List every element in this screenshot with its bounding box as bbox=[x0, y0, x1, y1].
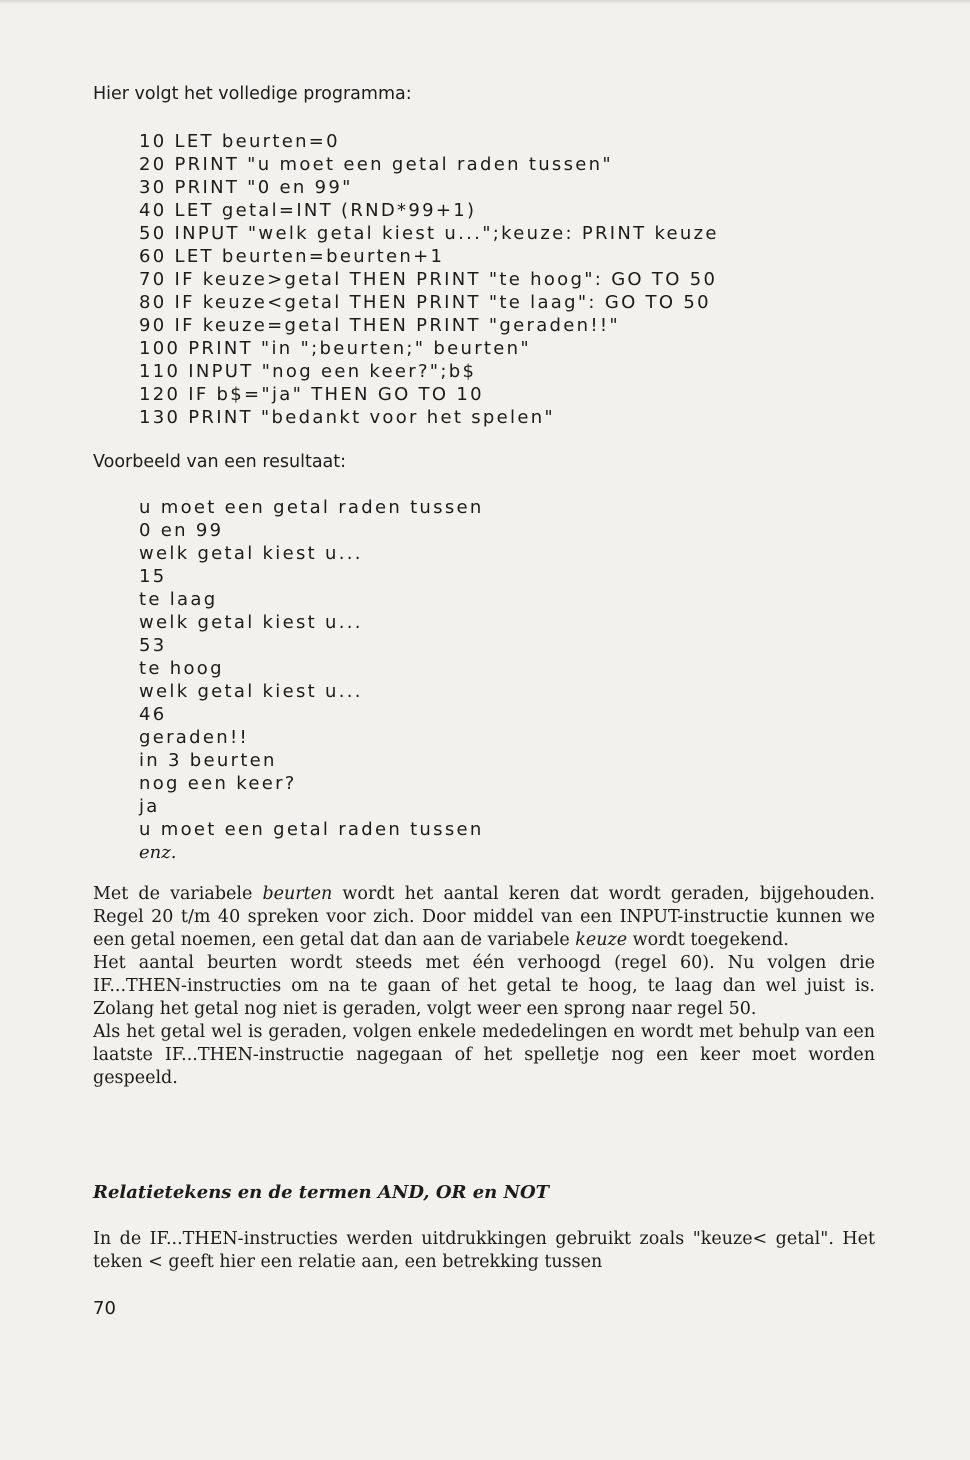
body-paragraphs bbox=[93, 883, 875, 1090]
output-line: 0 en 99 bbox=[139, 520, 224, 541]
variable-name-keuze: keuze bbox=[575, 930, 628, 950]
output-etc: enz. bbox=[139, 842, 177, 863]
code-line: 130 PRINT "bedankt voor het spelen" bbox=[139, 407, 555, 428]
output-line: welk getal kiest u... bbox=[139, 612, 363, 633]
code-line: 50 INPUT "welk getal kiest u...";keuze: PRINT keuze bbox=[139, 223, 719, 244]
code-line: 60 LET beurten=beurten+1 bbox=[139, 246, 445, 267]
paragraph-1-text: wordt toegekend. bbox=[627, 930, 789, 950]
output-line: nog een keer? bbox=[139, 773, 297, 794]
paragraph-3: Als het getal wel is geraden, volgen enkele mededelingen en wordt met behulp van een laatste IF...THEN-instructie nagegaan of het spelletje nog een keer moet worden gespeeld. bbox=[93, 1022, 875, 1088]
output-line: geraden!! bbox=[139, 727, 249, 748]
code-line: 40 LET getal=INT (RND*99+1) bbox=[139, 200, 477, 221]
code-line: 10 LET beurten=0 bbox=[139, 131, 340, 152]
output-line: 53 bbox=[139, 635, 167, 656]
program-listing bbox=[139, 130, 719, 429]
code-line: 80 IF keuze<getal THEN PRINT "te laag": GO TO 50 bbox=[139, 292, 711, 313]
output-line: ja bbox=[139, 796, 160, 817]
paragraph-1-text: wordt het aantal keren dat wordt geraden, bijgehouden. Regel 20 t/m 40 spreken voor zich. Door middel van een INPUT-instructie kunnen we een getal noemen, een getal dat dan aan de variabele bbox=[93, 884, 875, 950]
paragraph-1 bbox=[93, 883, 875, 952]
code-line: 90 IF keuze=getal THEN PRINT "geraden!!" bbox=[139, 315, 620, 336]
code-line: 30 PRINT "0 en 99" bbox=[139, 177, 353, 198]
paragraph-2: Het aantal beurten wordt steeds met één verhoogd (regel 60). Nu volgen drie IF...THEN-instructies om na te gaan of het getal te hoog, te laag dan wel juist is. Zolang het getal nog niet is geraden, volgt weer een sprong naar regel 50. bbox=[93, 953, 875, 1019]
output-line: welk getal kiest u... bbox=[139, 681, 363, 702]
paragraph-1-text: Met de variabele bbox=[93, 884, 263, 904]
code-line: 110 INPUT "nog een keer?";b$ bbox=[139, 361, 477, 382]
code-line: 100 PRINT "in ";beurten;" beurten" bbox=[139, 338, 531, 359]
intro-text: Hier volgt het volledige programma: bbox=[93, 84, 412, 104]
output-line: 15 bbox=[139, 566, 167, 587]
code-line: 70 IF keuze>getal THEN PRINT "te hoog": GO TO 50 bbox=[139, 269, 718, 290]
example-output bbox=[139, 496, 484, 864]
output-line: in 3 beurten bbox=[139, 750, 277, 771]
code-line: 120 IF b$="ja" THEN GO TO 10 bbox=[139, 384, 484, 405]
paragraph-4: In de IF...THEN-instructies werden uitdrukkingen gebruikt zoals "keuze< getal". Het teken < geeft hier een relatie aan, een betrekking tussen bbox=[93, 1229, 875, 1272]
output-line: u moet een getal raden tussen bbox=[139, 497, 484, 518]
output-line: 46 bbox=[139, 704, 167, 725]
output-line: te laag bbox=[139, 589, 218, 610]
example-intro: Voorbeeld van een resultaat: bbox=[93, 452, 347, 472]
output-line: u moet een getal raden tussen bbox=[139, 819, 484, 840]
code-line: 20 PRINT "u moet een getal raden tussen" bbox=[139, 154, 613, 175]
variable-name-beurten: beurten bbox=[262, 884, 333, 904]
page-number: 70 bbox=[93, 1298, 116, 1319]
output-line: welk getal kiest u... bbox=[139, 543, 363, 564]
page-edge bbox=[0, 0, 970, 4]
output-line: te hoog bbox=[139, 658, 224, 679]
section-heading: Relatietekens en de termen AND, OR en NOT bbox=[93, 1182, 550, 1203]
